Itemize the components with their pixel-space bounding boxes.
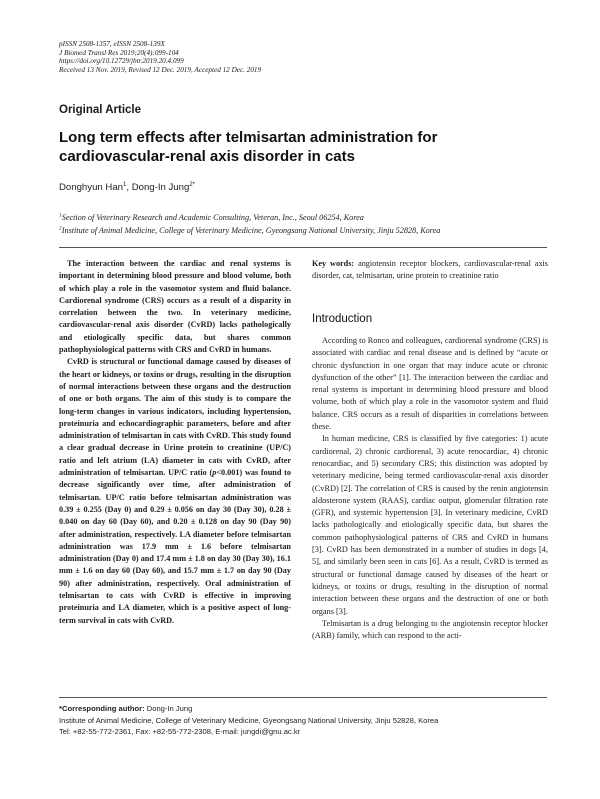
corresponding-author-line [59, 703, 438, 715]
introduction-heading: Introduction [312, 313, 373, 325]
author-affiliation-mark: 1 [123, 181, 127, 188]
abstract-text: <0.001) was found to decrease significantly over time, after administration of telmisartan. UP/C ratio before telmisartan administration was 0.39 ± 0.255 (Day 0) and 0.29 ± 0.056 on day 30 (Day 30), 0.28 ± 0.040 on day 60 (Day 60), and 0.20 ± 0.128 on day 90 (Day 90) after administration, respectively. LA diameter before telmisartan administration was 17.9 mm ± 1.6 before telmisartan administration (Day 0) and 17.4 mm ± 1.8 on day 30 (Day 30), 16.1 mm ± 1.6 on day 60 (Day 60), and 15.7 mm ± 1.7 on day 90 (Day 90) after administration, respectively. Oral administration of telmisartan to cats with CvRD is effective in improving proteinuria and LA diameter, which is a positive aspect of long-term survival in cats with CvRD. [59, 468, 291, 625]
abstract-paragraph: The interaction between the cardiac and renal systems is important in determining blood pressure and blood volume, both of which play a role in the vasomotor system and fluid balance. Cardiorenal syndrome (CRS) occurs as a result of a disparity in correlation between the two. In veterinary medicine, cardiovascular-renal axis disorder (CvRD) lacks pathologically and etiologically specific data, but shares common pathophysiological patterns with CRS and CvRD in humans. [59, 259, 291, 355]
keywords-label: Key words: [312, 259, 355, 268]
author-separator: , [126, 182, 132, 193]
affiliation-text: Section of Veterinary Research and Academic Consulting, Veteran, Inc., Seoul 06254, Korea [61, 213, 364, 222]
dates-line: Received 13 Nov. 2019, Revised 12 Dec. 2019, Accepted 12 Dec. 2019 [59, 65, 262, 74]
author-name: Dong-In Jung [131, 182, 190, 193]
affiliation-text: Institute of Animal Medicine, College of Veterinary Medicine, Gyeongsang National University, Jinju 52828, Korea [61, 226, 441, 235]
author-name: Donghyun Han [59, 182, 124, 193]
affiliation-number: 2 [59, 225, 62, 232]
article-title: Long term effects after telmisartan administration for cardiovascular-renal axis disorder in cats [59, 129, 438, 165]
corresponding-author-contact: Tel: +82-55-772-2361, Fax: +82-55-772-2308, E-mail: jungdi@gnu.ac.kr [59, 727, 301, 736]
author-affiliation-mark: 2* [189, 181, 195, 188]
corresponding-author-label: *Corresponding author: [59, 704, 145, 713]
corresponding-author-name: Dong-In Jung [144, 704, 193, 713]
author-list [59, 182, 195, 193]
introduction-paragraph: In human medicine, CRS is classified by five categories: 1) acute cardiorenal, 2) chronic cardiorenal, 3) acute renocardiac, 4) chronic renocardiac, and 5) secondary CRS; this distinction was adopted by veterinary medicine, being termed cardiovascular-renal axis disorder (CvRD) [2]. The correlation of CRS is caused by the renin angiotensin aldosterone system (RAAS), cardiac output, glomerular filtration rate (GFR), and systemic hypertension [3]. In veterinary medicine, CvRD lacks pathologically and etiologically specific data, but shares the common pathophysiological patterns of CRS and CvRD in humans [3]. CvRD has been demonstrated in a number of studies in dogs [4, 5], and similarly been seen in cats [6]. As a result, CvRD is termed as structural or functional damage caused by diseases of the heart or kidneys, or toxins or drugs, resulting in the disruption of normal interaction between these organs and the destruction of one or both organs [3]. [312, 434, 548, 616]
abstract-text: CvRD is structural or functional damage caused by diseases of the heart or kidneys, or toxins or drugs, resulting in the disruption of normal interactions between these organs and the destruction of one or both organs. The aim of this study is to compare the long-term changes in various indicators, including hypertension, proteinuria and echocardiographic parameters, before and after administration of telmisartan in cats with CvRD. This study found a clear gradual decrease in Urine protein to creatinine (UP/C) ratio and left atrium (LA) diameter in cats with CvRD, after administration of telmisartan. UP/C ratio ( [59, 357, 291, 478]
keywords-text: angiotensin receptor blockers, cardiovascular-renal axis disorder, cat, telmisartan, urine protein to creatinine ratio [312, 259, 548, 281]
abstract-paragraph [59, 356, 291, 627]
p-value-symbol: p [212, 468, 217, 478]
introduction-body [312, 335, 548, 642]
footer-divider [59, 697, 547, 698]
journal-citation: J Biomed Transl Res 2019;20(4):099-104 [59, 48, 179, 57]
affiliation-item [59, 224, 440, 237]
affiliations [59, 211, 440, 237]
affiliation-item [59, 211, 440, 224]
corresponding-author-address: Institute of Animal Medicine, College of Veterinary Medicine, Gyeongsang National University, Jinju 52828, Korea [59, 715, 439, 725]
article-type: Original Article [59, 104, 142, 116]
doi-link[interactable]: https://doi.org/10.12729/jbtr.2019.20.4.099 [59, 57, 184, 66]
keywords [312, 258, 548, 283]
corresponding-author-footer [59, 703, 438, 738]
journal-metadata [59, 40, 261, 74]
abstract [59, 258, 291, 627]
affiliation-number: 1 [59, 212, 62, 219]
introduction-paragraph: Telmisartan is a drug belonging to the angiotensin receptor blocker (ARB) family, which can respond to the acti- [312, 618, 548, 641]
introduction-paragraph: According to Ronco and colleagues, cardiorenal syndrome (CRS) is associated with cardiac and renal disease and is defined by “acute or chronic dysfunction in one organ that may induce acute or chronic dysfunction of the other” [1]. The interaction between the cardiac and renal systems is important in determining blood pressure and blood volume, both of which play a role in the vasomotor system and fluid balance. CRS occurs as a result of disparities in correlations between these. [312, 336, 548, 432]
issn-line: pISSN 2508-1357, eISSN 2508-139X [59, 40, 165, 48]
header-divider [59, 247, 547, 248]
